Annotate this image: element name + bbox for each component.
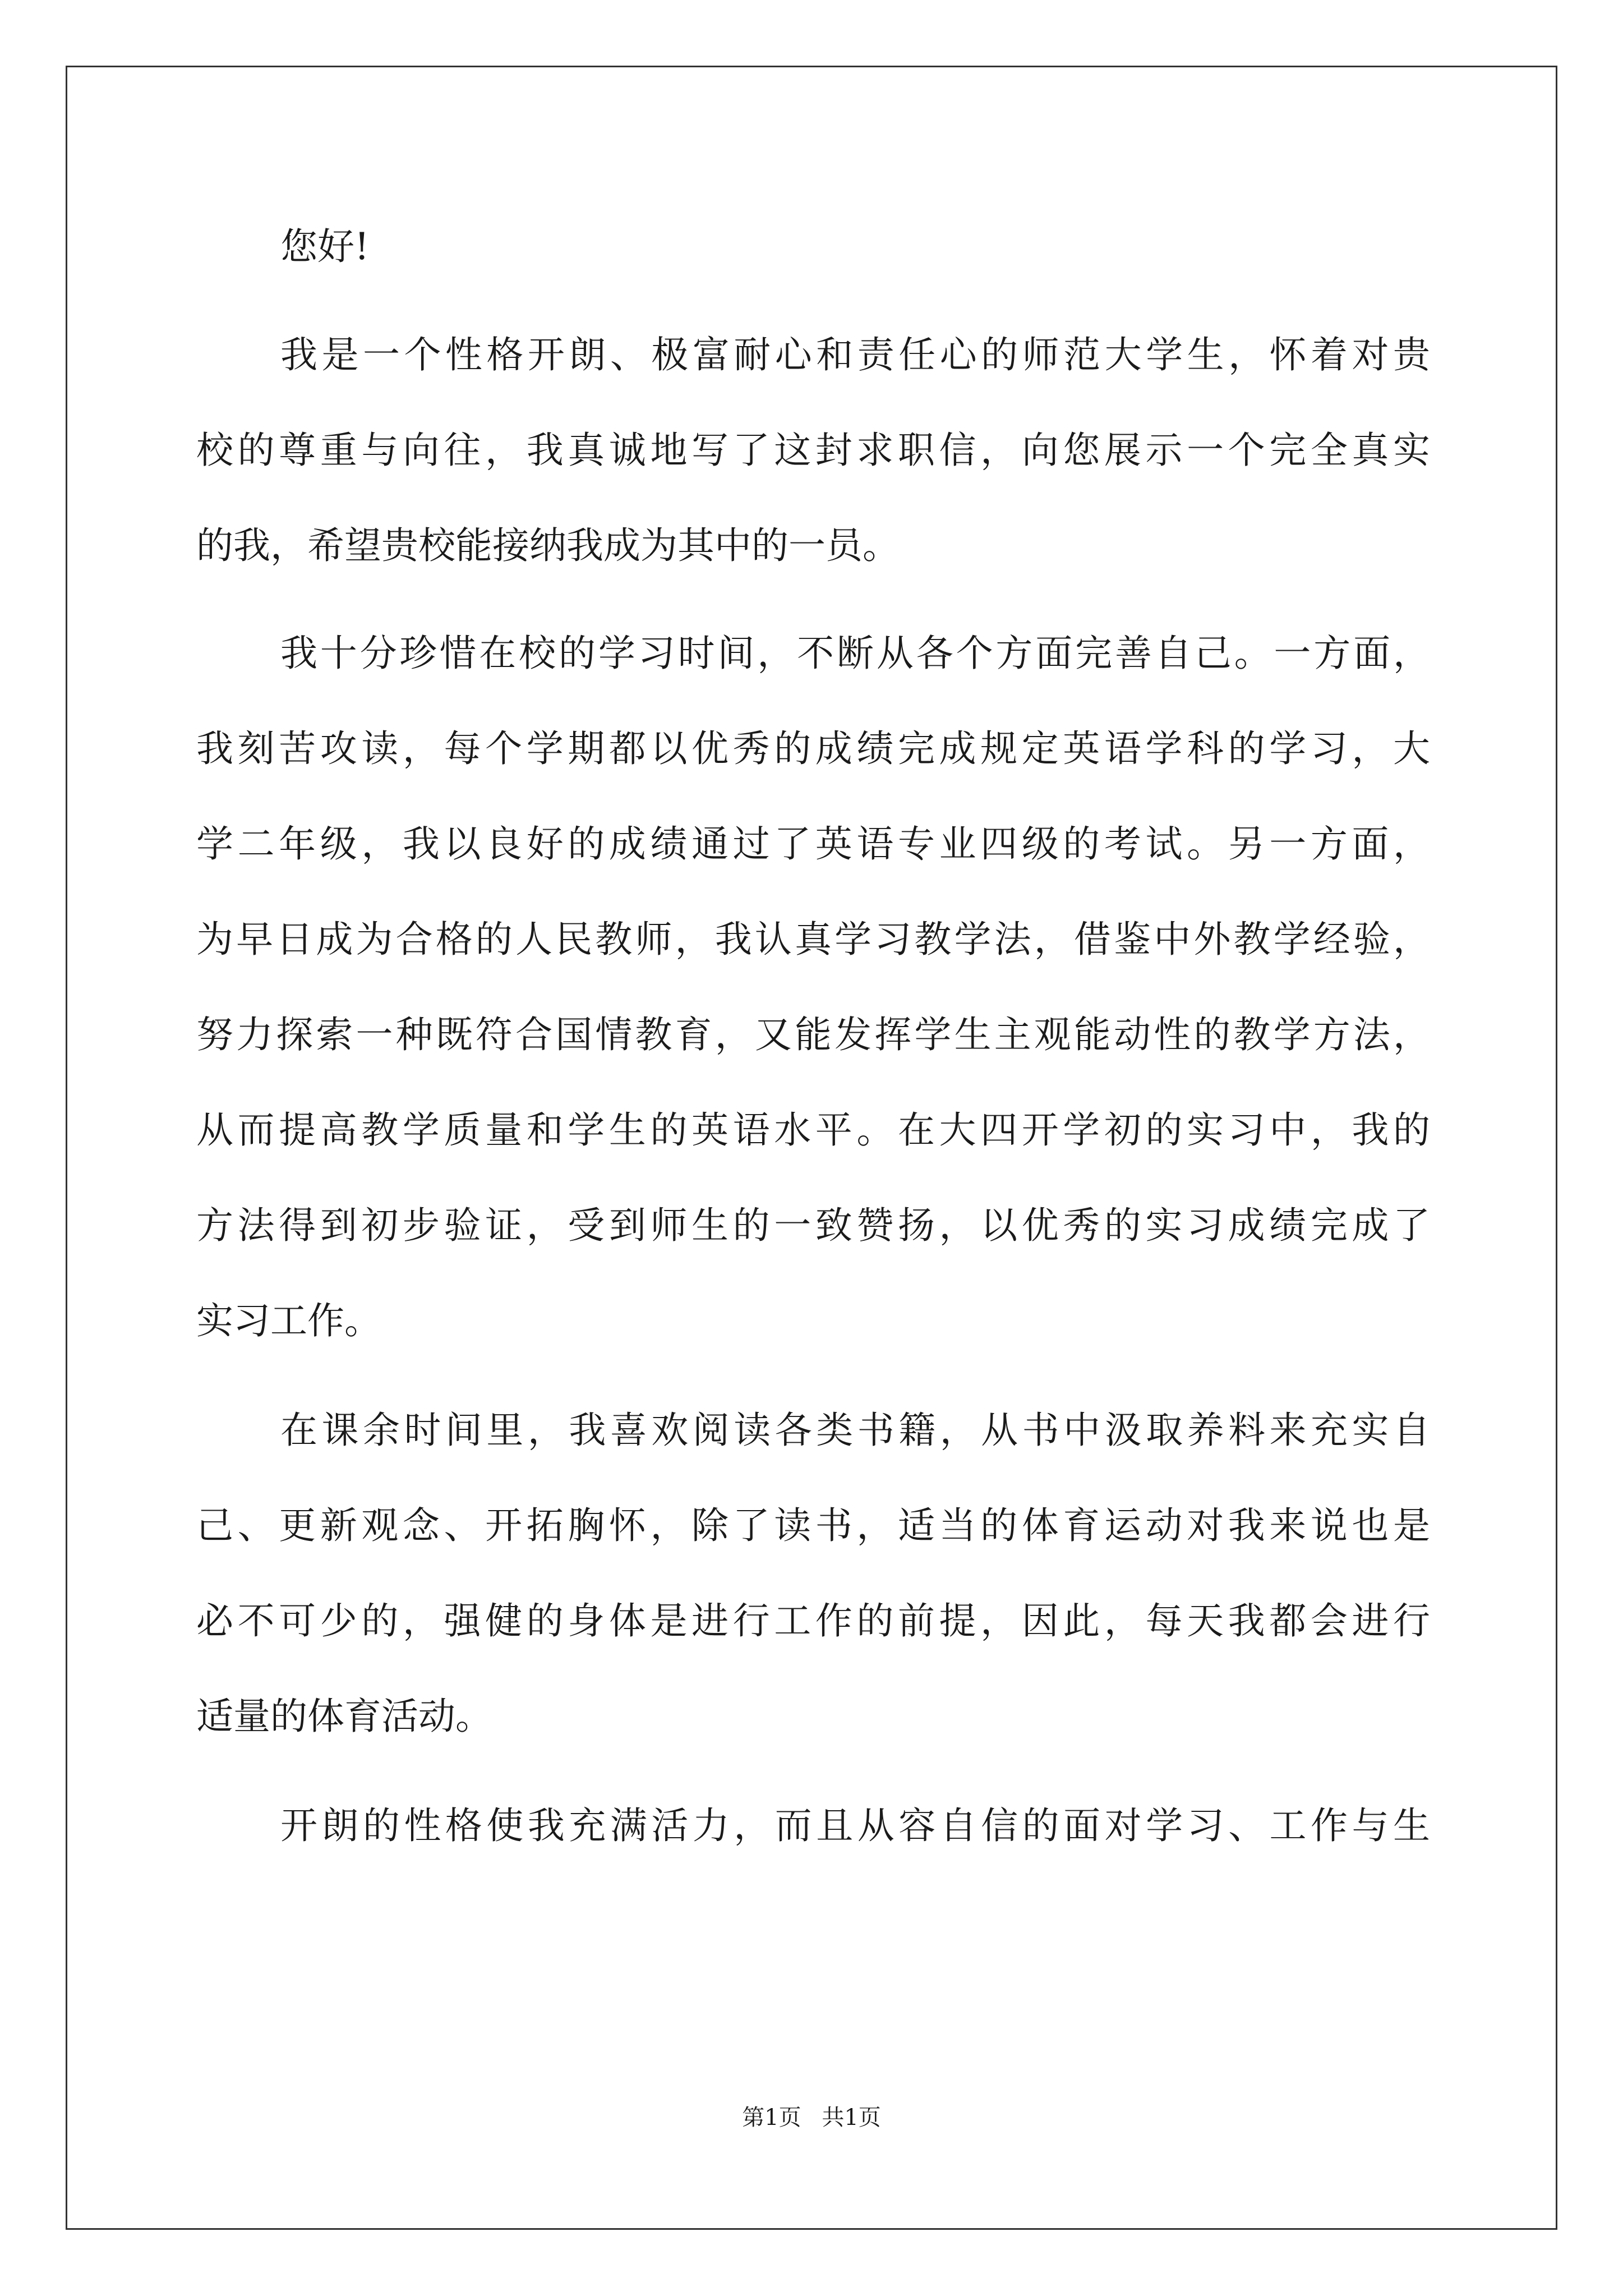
paragraph-2-line-7: 方法得到初步验证，受到师生的一致赞扬，以优秀的实习成绩完成了 [196,1204,1430,1247]
paragraph-1-line-2: 校的尊重与向往，我真诚地写了这封求职信，向您展示一个完全真实 [196,429,1430,472]
paragraph-2-line-8: 实习工作。 [196,1299,381,1342]
paragraph-4-line-1: 开朗的性格使我充满活力，而且从容自信的面对学习、工作与生 [280,1804,1430,1847]
paragraph-2-line-5: 努力探索一种既符合国情教育，又能发挥学生主观能动性的教学方法， [196,1013,1430,1056]
page-total: 共1页 [822,2105,881,2131]
paragraph-1-line-1: 我是一个性格开朗、极富耐心和责任心的师范大学生，怀着对贵 [280,333,1430,376]
paragraph-2-line-1: 我十分珍惜在校的学习时间，不断从各个方面完善自己。一方面， [280,632,1430,675]
page-footer [0,2101,1623,2134]
paragraph-3-line-2: 己、更新观念、开拓胸怀，除了读书，适当的体育运动对我来说也是 [196,1504,1430,1547]
paragraph-3-line-4: 适量的体育活动。 [196,1695,492,1738]
greeting-line: 您好! [280,225,370,268]
paragraph-2-line-4: 为早日成为合格的人民教师，我认真学习教学法，借鉴中外教学经验， [196,918,1430,961]
paragraph-2-line-2: 我刻苦攻读，每个学期都以优秀的成绩完成规定英语学科的学习，大 [196,727,1430,770]
paragraph-3-line-3: 必不可少的，强健的身体是进行工作的前提，因此，每天我都会进行 [196,1599,1430,1642]
paragraph-2-line-6: 从而提高教学质量和学生的英语水平。在大四开学初的实习中，我的 [196,1108,1430,1152]
paragraph-3-line-1: 在课余时间里，我喜欢阅读各类书籍，从书中汲取养料来充实自 [280,1409,1430,1452]
paragraph-1-line-3: 的我，希望贵校能接纳我成为其中的一员。 [196,524,900,567]
paragraph-2-line-3: 学二年级，我以良好的成绩通过了英语专业四级的考试。另一方面， [196,822,1430,866]
page-number: 第1页 [742,2105,801,2131]
